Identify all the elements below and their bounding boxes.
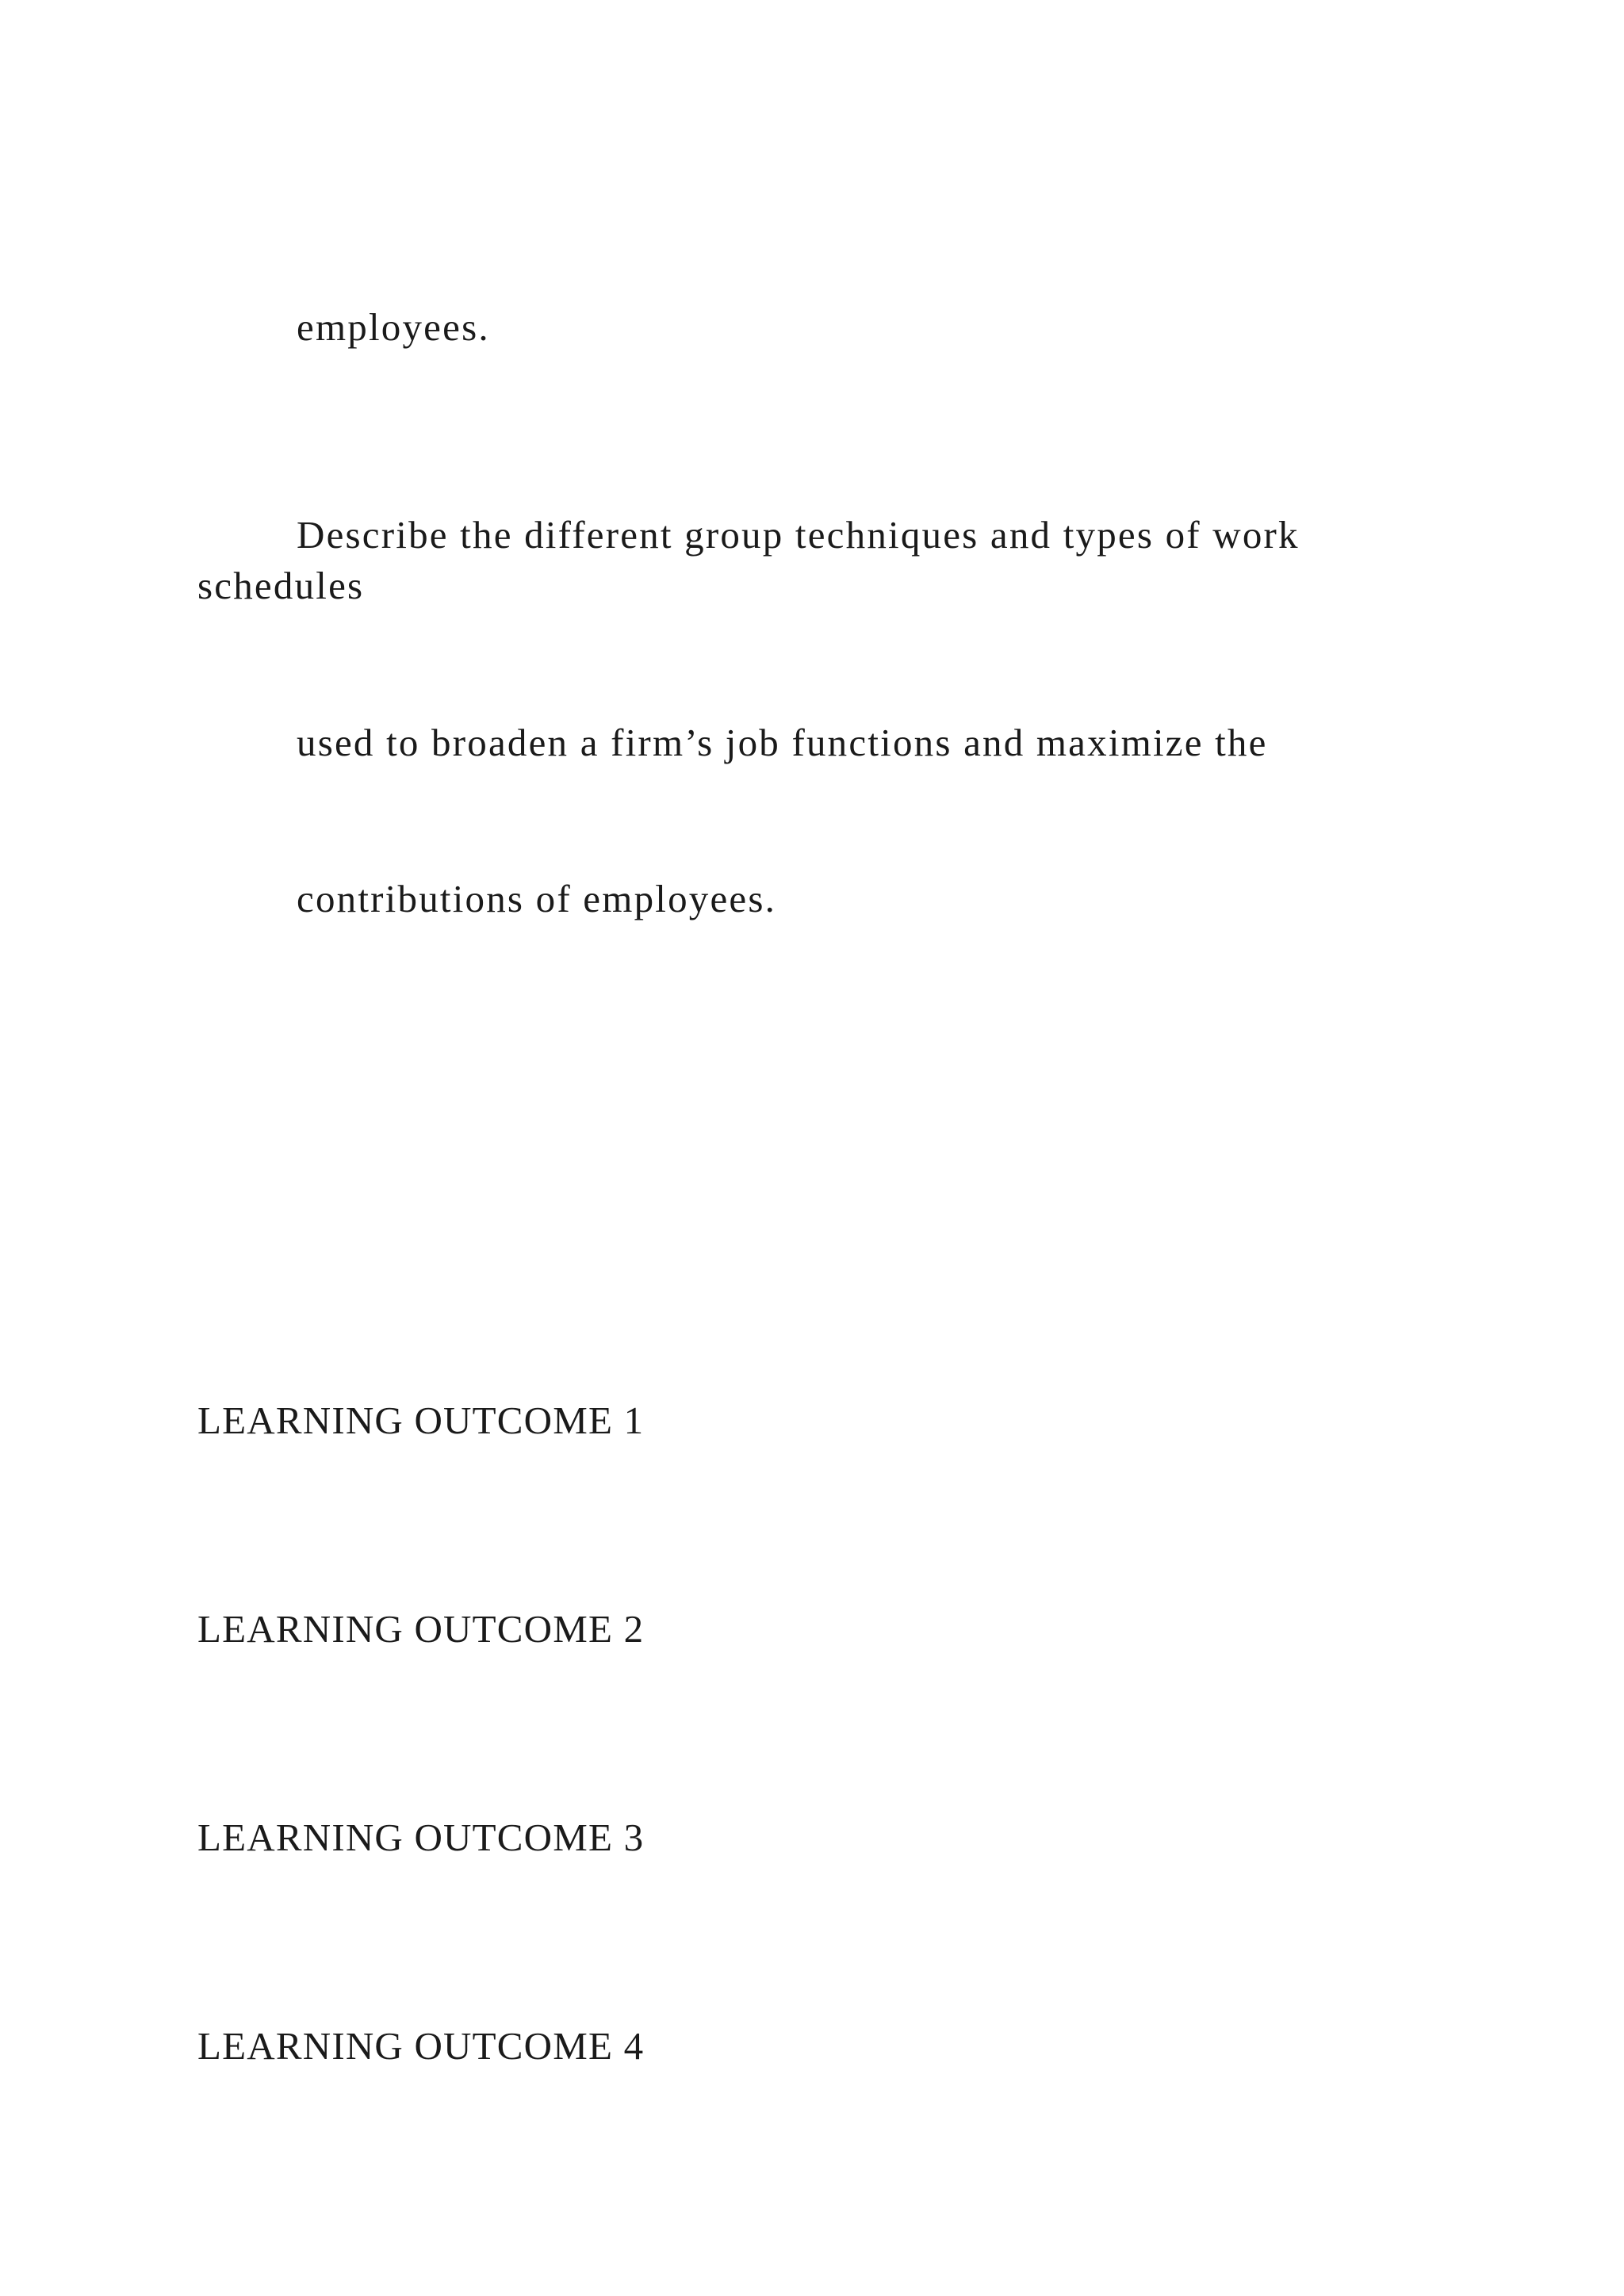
body-text-line: contributions of employees. xyxy=(297,877,777,920)
body-text-line: employees. xyxy=(297,305,490,349)
body-text-line: schedules xyxy=(197,564,365,607)
body-text-line: Describe the different group techniques and types of work xyxy=(297,513,1300,557)
body-text-line: used to broaden a firm’s job functions and maximize the xyxy=(297,721,1268,764)
learning-outcome-heading: LEARNING OUTCOME 4 xyxy=(197,2024,645,2068)
learning-outcome-heading: LEARNING OUTCOME 2 xyxy=(197,1607,645,1651)
learning-outcome-heading: LEARNING OUTCOME 3 xyxy=(197,1816,645,1859)
learning-outcome-heading: LEARNING OUTCOME 1 xyxy=(197,1399,645,1442)
